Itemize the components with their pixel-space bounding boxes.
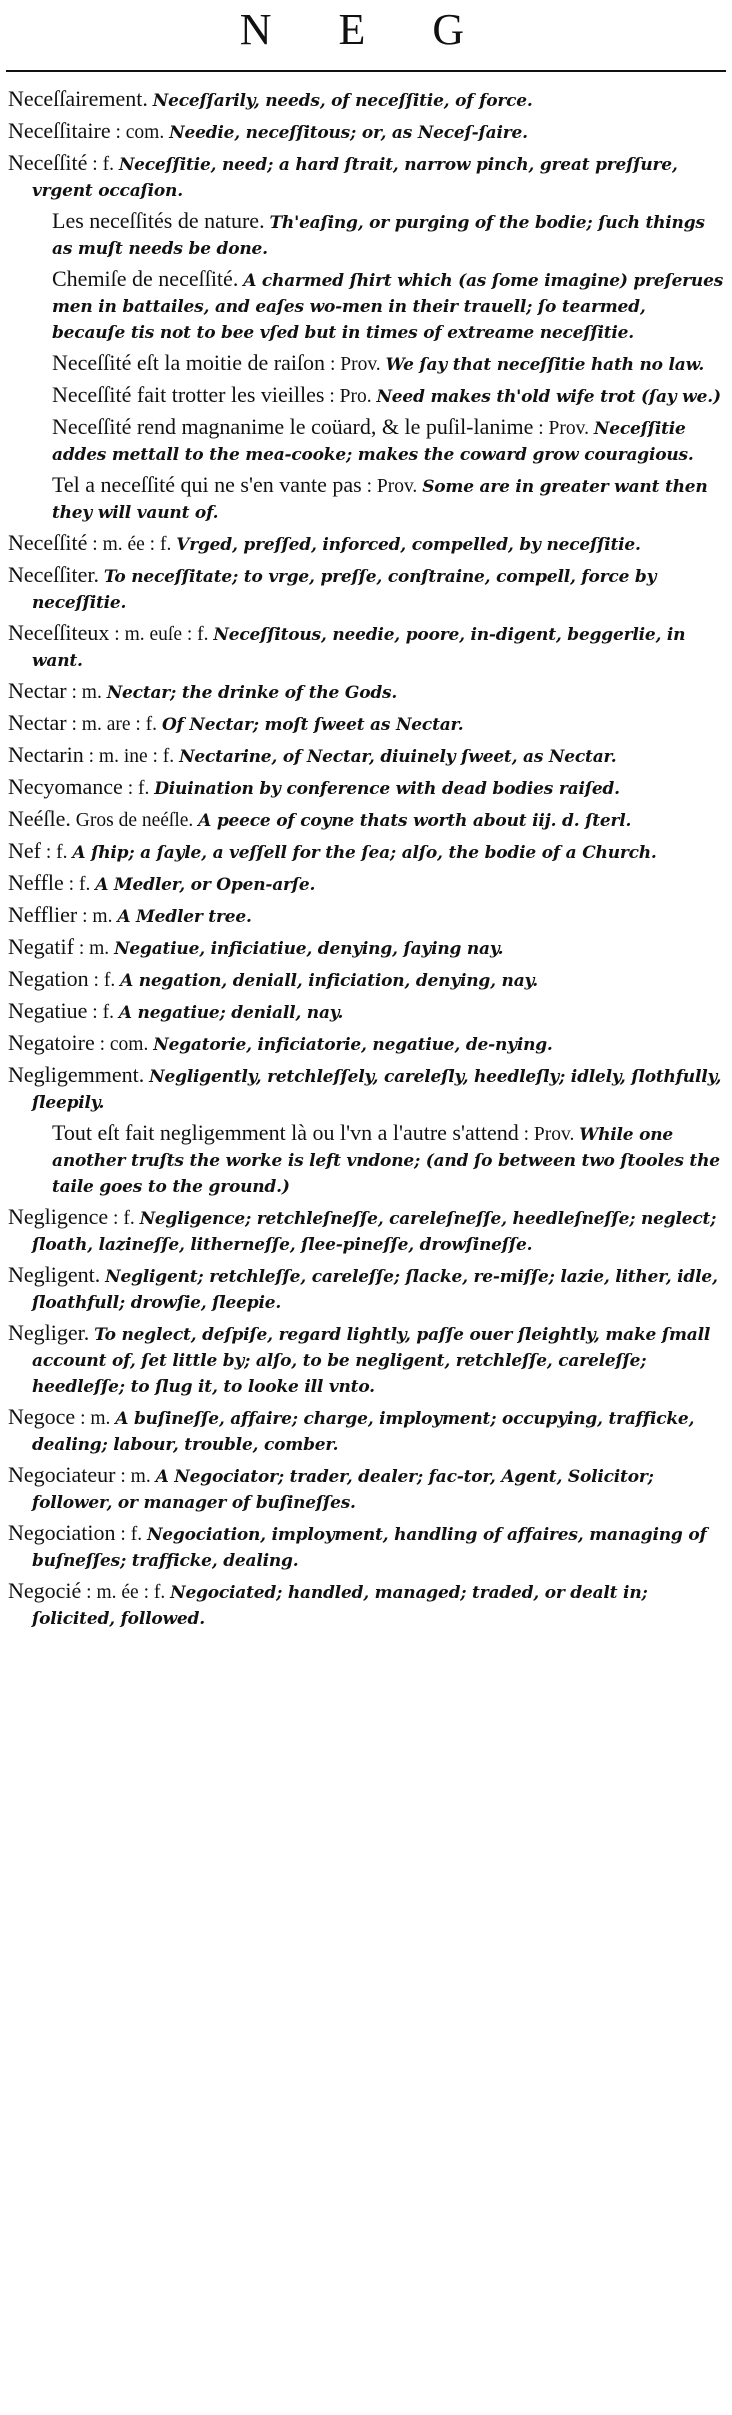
grammar-note: : Prov.	[366, 476, 418, 497]
headword: Nef	[8, 838, 41, 863]
definition: Neceſſitie, need; a hard ſtrait, narrow pinch, great preſſure, vrgent occaſion.	[32, 155, 678, 201]
headword: Nectar	[8, 710, 67, 735]
headword: Nectarin	[8, 742, 84, 767]
grammar-note: : m. ine : f.	[88, 746, 175, 767]
grammar-note: : m. ée : f.	[92, 534, 172, 555]
definition: Negligence; retchleſneſſe, careleſneſſe, heedleſneſſe; neglect; ſloath, lazineſſe, litherneſſe, ſlee-pineſſe, drowſineſſe.	[32, 1209, 717, 1255]
headword: Neceſſité eſt la moitie de raiſon	[52, 350, 326, 375]
headword: Neceſſité rend magnanime le coüard, & le puſil-lanime	[52, 414, 534, 439]
dictionary-entry	[8, 742, 724, 770]
dictionary-entry	[8, 774, 724, 802]
dictionary-entry	[8, 902, 724, 930]
grammar-note: : m.	[78, 938, 110, 959]
grammar-note: : f.	[45, 842, 68, 863]
headword: Negligemment.	[8, 1062, 145, 1087]
headword: Neffle	[8, 870, 64, 895]
definition: A ſhip; a ſayle, a veſſell for the ſea; alſo, the bodie of a Church.	[72, 843, 657, 863]
definition: To neceſſitate; to vrge, preſſe, conſtraine, compell, force by neceſſitie.	[32, 567, 657, 613]
grammar-note: : f.	[92, 154, 114, 175]
definition: Th'eaſing, or purging of the bodie; ſuch things as muſt needs be done.	[52, 213, 705, 259]
headword: Neceſſité fait trotter les vieilles	[52, 382, 325, 407]
dictionary-entry	[8, 620, 724, 674]
headword: Tout eſt fait negligemment là ou l'vn a l'autre s'attend	[52, 1120, 519, 1145]
definition: Nectar; the drinke of the Gods.	[106, 683, 398, 703]
grammar-note: : m. ée : f.	[86, 1582, 166, 1603]
headword: Neceſſairement.	[8, 86, 148, 111]
grammar-note: : m.	[82, 906, 113, 927]
headword: Negocié	[8, 1578, 82, 1603]
headword: Nectar	[8, 678, 67, 703]
grammar-note: : com.	[99, 1034, 149, 1055]
grammar-note: Gros de neéſle.	[75, 810, 194, 831]
definition: Negociated; handled, managed; traded, or dealt in; ſolicited, followed.	[32, 1583, 648, 1629]
definition: Vrged, preſſed, inforced, compelled, by neceſſitie.	[176, 535, 641, 555]
definition: Neceſſarily, needs, of neceſſitie, of force.	[152, 91, 533, 111]
grammar-note: : m.	[71, 682, 102, 703]
definition: Neceſſitous, needie, poore, in-digent, beggerlie, in want.	[32, 625, 686, 671]
running-header: N E G	[239, 5, 493, 54]
entry-list	[0, 86, 732, 1636]
definition: A buſineſſe, affaire; charge, imployment; occupying, trafficke, dealing; labour, trouble, comber.	[32, 1409, 695, 1455]
headword: Negatif	[8, 934, 74, 959]
headword: Negociation	[8, 1520, 116, 1545]
headword: Neceſſiteux	[8, 620, 110, 645]
dictionary-entry	[8, 838, 724, 866]
grammar-note: : m. are : f.	[71, 714, 158, 735]
headword: Negatoire	[8, 1030, 95, 1055]
definition: A negation, deniall, inficiation, denying, nay.	[120, 971, 538, 991]
definition: Nectarine, of Nectar, diuinely ſweet, as Nectar.	[179, 747, 617, 767]
dictionary-entry	[8, 1320, 724, 1400]
grammar-note: : Prov.	[523, 1124, 575, 1145]
grammar-note: : Pro.	[329, 386, 372, 407]
definition: While one another truſts the worke is left vndone; (and ſo between two ſtooles the taile goes to the ground.)	[52, 1125, 720, 1197]
sub-entry	[52, 1120, 724, 1200]
dictionary-entry	[8, 150, 724, 204]
headword: Negociateur	[8, 1462, 116, 1487]
definition: To neglect, deſpiſe, regard lightly, paſſe ouer ſleightly, make ſmall account of, ſet little by; alſo, to be negligent, retchleſſe, careleſſe; heedleſſe; to ſlug it, to looke ill vnto.	[32, 1325, 711, 1397]
headword: Neceſſiter.	[8, 562, 100, 587]
header-rule	[6, 70, 726, 72]
headword: Negligence	[8, 1204, 109, 1229]
definition: Negligent; retchleſſe, careleſſe; ſlacke, re-miſſe; lazie, lither, idle, ſloathfull; drowſie, ſleepie.	[32, 1267, 718, 1313]
definition: A peece of coyne thats worth about iij. d. ſterl.	[198, 811, 632, 831]
headword: Negliger.	[8, 1320, 90, 1345]
dictionary-entry	[8, 1262, 724, 1316]
headword: Chemiſe de neceſſité.	[52, 266, 239, 291]
grammar-note: : f.	[93, 970, 116, 991]
definition: A Medler, or Open-arſe.	[95, 875, 316, 895]
headword: Neceſſité	[8, 530, 88, 555]
dictionary-entry	[8, 934, 724, 962]
headword: Negligent.	[8, 1262, 101, 1287]
grammar-note: : Prov.	[538, 418, 589, 439]
dictionary-entry	[8, 678, 724, 706]
headword: Les neceſſités de nature.	[52, 208, 265, 233]
dictionary-entry	[8, 966, 724, 994]
headword: Negoce	[8, 1404, 76, 1429]
dictionary-entry	[8, 1062, 724, 1116]
dictionary-entry	[8, 1030, 724, 1058]
definition: Neceſſitie addes mettall to the mea-cooke; makes the coward grow couragious.	[52, 419, 694, 465]
definition: Some are in greater want then they will vaunt of.	[52, 477, 708, 523]
dictionary-entry	[8, 562, 724, 616]
headword: Tel a neceſſité qui ne s'en vante pas	[52, 472, 362, 497]
definition: We ſay that neceſſitie hath no law.	[385, 355, 705, 375]
definition: Need makes th'old wife trot (ſay we.)	[376, 387, 721, 407]
headword: Nefflier	[8, 902, 78, 927]
dictionary-entry	[8, 806, 724, 834]
grammar-note: : m.	[120, 1466, 151, 1487]
headword: Neceſſité	[8, 150, 88, 175]
definition: A charmed ſhirt which (as ſome imagine) preſerues men in battailes, and eaſes wo-men in their trauell; ſo tearmed, becauſe tis not to bee vſed but in times of extreame neceſſitie.	[52, 271, 724, 343]
definition: A Medler tree.	[117, 907, 252, 927]
dictionary-entry	[8, 998, 724, 1026]
sub-entry	[52, 414, 724, 468]
dictionary-entry	[8, 870, 724, 898]
grammar-note: : Prov.	[329, 354, 381, 375]
definition: Diuination by conference with dead bodies raiſed.	[154, 779, 620, 799]
dictionary-entry	[8, 710, 724, 738]
headword: Negatiue	[8, 998, 88, 1023]
grammar-note: : m.	[80, 1408, 111, 1429]
grammar-note: : m. euſe : f.	[114, 624, 209, 645]
dictionary-entry	[8, 118, 724, 146]
dictionary-entry	[8, 1462, 724, 1516]
headword: Neceſſitaire	[8, 118, 111, 143]
sub-entry	[52, 472, 724, 526]
grammar-note: : f.	[113, 1208, 135, 1229]
definition: Of Nectar; moſt ſweet as Nectar.	[161, 715, 464, 735]
sub-entry	[52, 208, 724, 262]
grammar-note: : f.	[127, 778, 150, 799]
headword: Negation	[8, 966, 89, 991]
definition: A Negociator; trader, dealer; fac-tor, Agent, Solicitor; follower, or manager of buſineſſes.	[32, 1467, 654, 1513]
grammar-note: : f.	[92, 1002, 114, 1023]
dictionary-entry	[8, 1520, 724, 1574]
dictionary-entry	[8, 530, 724, 558]
sub-entry	[52, 266, 724, 346]
dictionary-entry	[8, 1404, 724, 1458]
grammar-note: : f.	[120, 1524, 143, 1545]
definition: Negatiue, inficiatiue, denying, ſaying nay.	[114, 939, 504, 959]
dictionary-entry	[8, 86, 724, 114]
sub-entry	[52, 350, 724, 378]
dictionary-entry	[8, 1204, 724, 1258]
headword: Neéſle.	[8, 806, 71, 831]
definition: Negatorie, inficiatorie, negatiue, de-nying.	[153, 1035, 553, 1055]
dictionary-entry	[8, 1578, 724, 1632]
sub-entry	[52, 382, 724, 410]
definition: Needie, neceſſitous; or, as Neceſ-ſaire.	[169, 123, 528, 143]
definition: A negatiue; deniall, nay.	[118, 1003, 344, 1023]
definition: Negligently, retchleſſely, careleſly, heedleſly; idlely, ſlothfully, ſleepily.	[32, 1067, 722, 1113]
definition: Negociation, imployment, handling of affaires, managing of buſneſſes; trafficke, dealing.	[32, 1525, 707, 1571]
grammar-note: : f.	[68, 874, 91, 895]
grammar-note: : com.	[115, 122, 165, 143]
headword: Necyomance	[8, 774, 123, 799]
